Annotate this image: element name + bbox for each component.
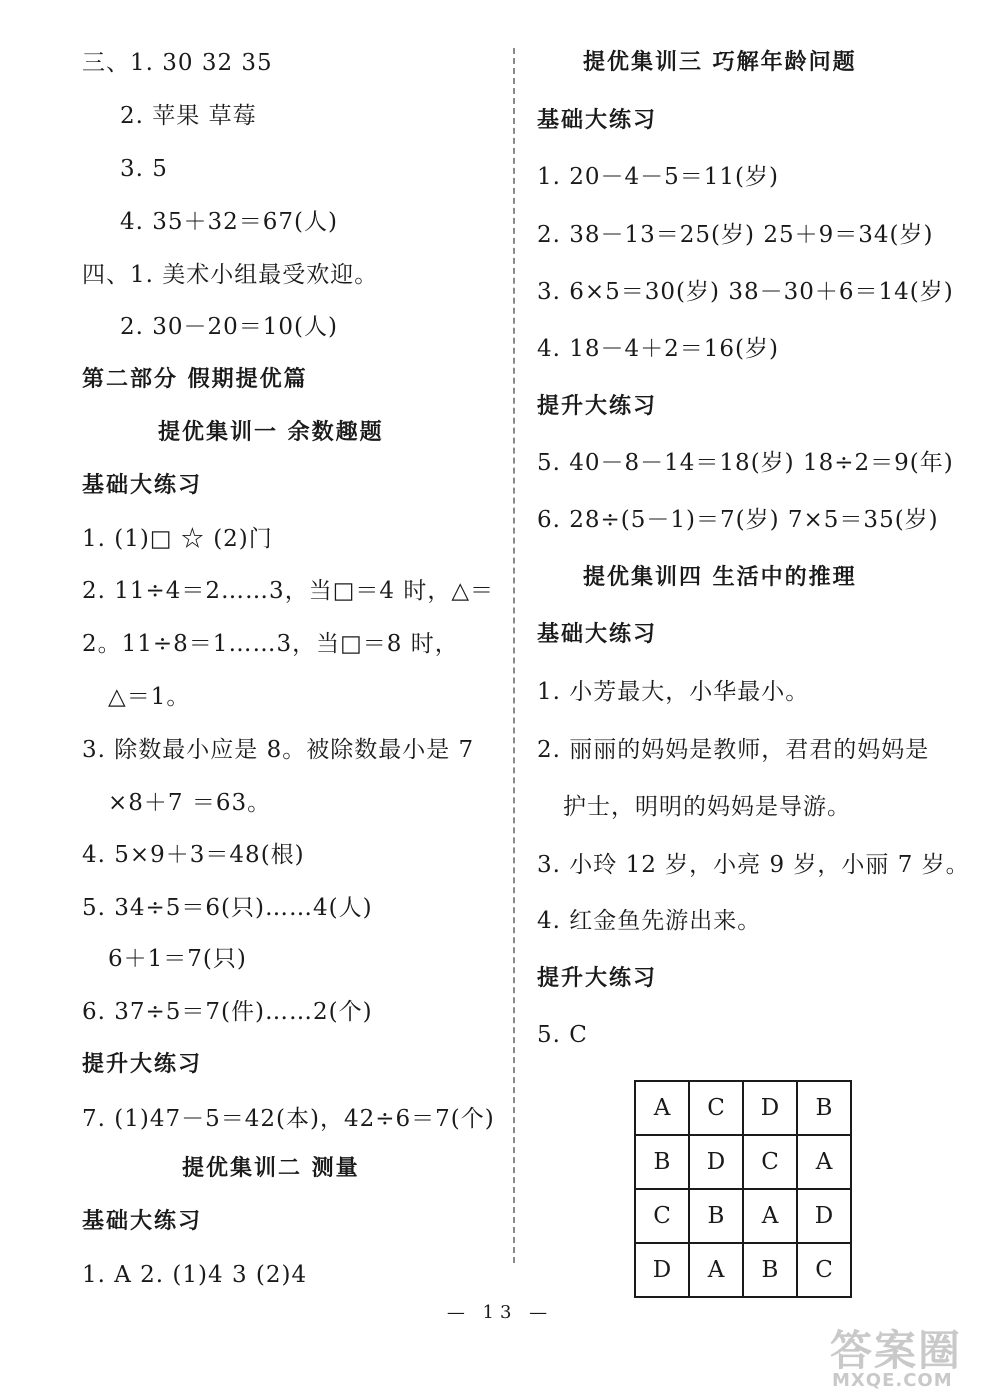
grid-cell: C — [689, 1081, 743, 1135]
answer-line: 7. (1)47－5＝42(本)，42÷6＝7(个) — [82, 1106, 495, 1132]
grid-cell: D — [635, 1243, 689, 1297]
subsection-heading: 基础大练习 — [537, 622, 658, 647]
answer-line: 2。11÷8＝1……3，当□＝8 时， — [82, 631, 459, 657]
answer-line: 2. 30－20＝10(人) — [120, 314, 339, 340]
watermark-logo — [820, 1318, 995, 1396]
watermark-text: 答案圈 — [830, 1326, 963, 1375]
grid-row — [635, 1081, 851, 1135]
grid-cell: C — [797, 1243, 851, 1297]
subsection-heading: 提升大练习 — [537, 394, 658, 419]
answer-line: 6. 37÷5＝7(件)……2(个) — [82, 999, 373, 1025]
answer-line: 5. C — [537, 1022, 588, 1048]
grid-cell: A — [743, 1189, 797, 1243]
answer-line: 3. 6×5＝30(岁) 38－30＋6＝14(岁) — [537, 279, 954, 305]
grid-cell: B — [635, 1135, 689, 1189]
answer-line: 2. 苹果 草莓 — [120, 103, 257, 129]
answer-grid — [634, 1080, 852, 1298]
answer-line: 护士，明明的妈妈是导游。 — [563, 794, 851, 820]
answer-line: 4. 35＋32＝67(人) — [120, 209, 339, 235]
answer-line: 1. 20－4－5＝11(岁) — [537, 164, 780, 190]
answer-line: 四、1. 美术小组最受欢迎。 — [82, 262, 379, 288]
grid-cell: D — [797, 1189, 851, 1243]
grid-cell: D — [689, 1135, 743, 1189]
answer-line: △＝1。 — [108, 684, 191, 710]
answer-line: 2. 11÷4＝2……3，当□＝4 时，△＝ — [82, 578, 495, 604]
subsection-heading: 基础大练习 — [82, 473, 203, 498]
answer-line: 4. 18－4＋2＝16(岁) — [537, 336, 780, 362]
answer-line: 3. 除数最小应是 8。被除数最小是 7 — [82, 737, 475, 763]
answer-line: ×8＋7 ＝63。 — [108, 790, 272, 816]
answer-line: 1. (1)□ ☆ (2)门 — [82, 526, 273, 552]
part-heading: 第二部分 假期提优篇 — [82, 367, 308, 392]
grid-cell: A — [797, 1135, 851, 1189]
answer-line: 1. A 2. (1)4 3 (2)4 — [82, 1262, 308, 1288]
grid-row — [635, 1189, 851, 1243]
subsection-heading: 基础大练习 — [82, 1209, 203, 1234]
subsection-heading: 提升大练习 — [537, 966, 658, 991]
grid-cell: A — [689, 1243, 743, 1297]
grid-cell: A — [635, 1081, 689, 1135]
grid-cell: D — [743, 1081, 797, 1135]
answer-line: 5. 40－8－14＝18(岁) 18÷2＝9(年) — [537, 450, 954, 476]
answer-line: 6. 28÷(5－1)＝7(岁) 7×5＝35(岁) — [537, 507, 939, 533]
grid-cell: C — [743, 1135, 797, 1189]
column-divider — [513, 48, 515, 1263]
answer-line: 5. 34÷5＝6(只)……4(人) — [82, 895, 373, 921]
grid-cell: C — [635, 1189, 689, 1243]
answer-line: 4. 红金鱼先游出来。 — [537, 908, 762, 934]
grid-cell: B — [797, 1081, 851, 1135]
grid-cell: B — [743, 1243, 797, 1297]
answer-line: 三、1. 30 32 35 — [82, 50, 273, 76]
section-heading: 提优集训四 生活中的推理 — [583, 565, 857, 590]
grid-cell: B — [689, 1189, 743, 1243]
grid-row — [635, 1243, 851, 1297]
answer-line: 1. 小芳最大，小华最小。 — [537, 679, 810, 705]
answer-line: 3. 小玲 12 岁，小亮 9 岁，小丽 7 岁。 — [537, 852, 970, 878]
subsection-heading: 基础大练习 — [537, 108, 658, 133]
section-heading: 提优集训二 测量 — [182, 1156, 360, 1181]
section-heading: 提优集训三 巧解年龄问题 — [583, 50, 857, 75]
section-heading: 提优集训一 余数趣题 — [158, 420, 384, 445]
page-number: — 13 — — [446, 1302, 554, 1323]
watermark-url: MXQE.COM — [832, 1370, 953, 1391]
answer-line: 2. 丽丽的妈妈是教师，君君的妈妈是 — [537, 737, 930, 763]
answer-line: 4. 5×9＋3＝48(根) — [82, 842, 305, 868]
answer-line: 2. 38－13＝25(岁) 25＋9＝34(岁) — [537, 222, 934, 248]
answer-line: 6＋1＝7(只) — [108, 946, 247, 972]
subsection-heading: 提升大练习 — [82, 1052, 203, 1077]
answer-line: 3. 5 — [120, 156, 168, 182]
grid-row — [635, 1135, 851, 1189]
